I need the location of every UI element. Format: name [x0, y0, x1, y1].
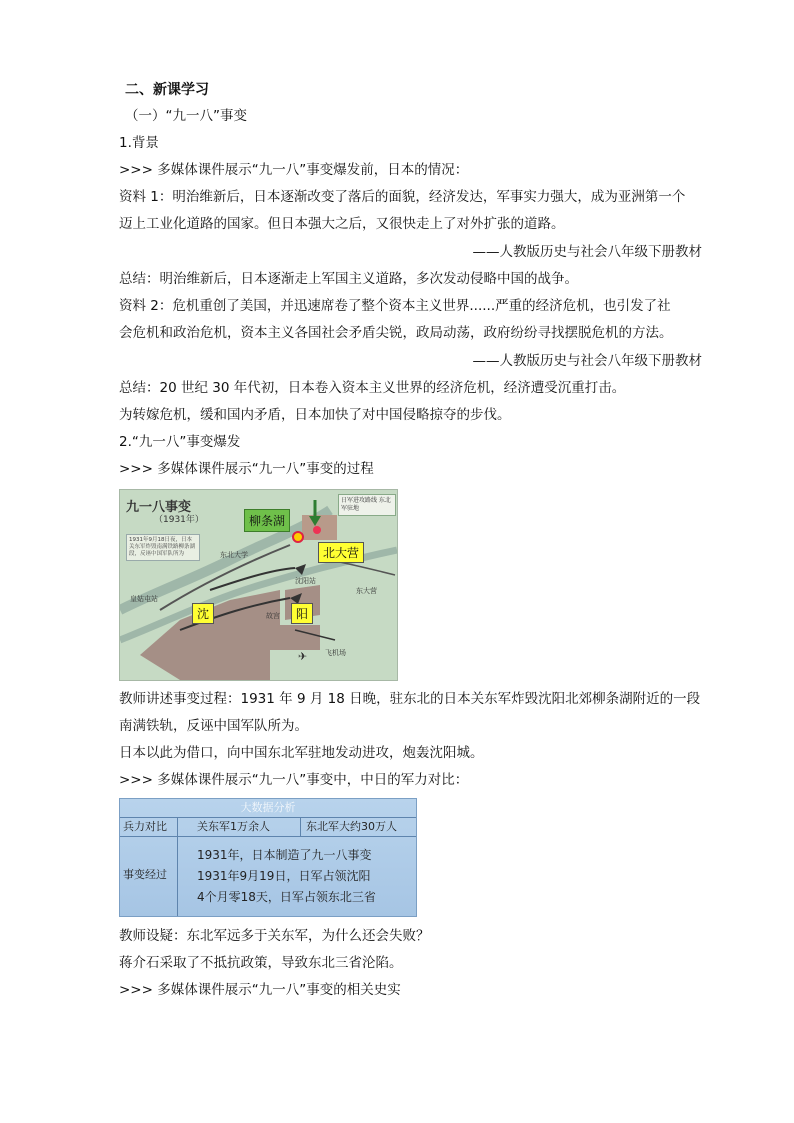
outbreak-heading: 2.“九一八”事变爆发 [119, 434, 241, 450]
table-row-label: 兵力对比 [123, 820, 167, 833]
incident-map [119, 489, 398, 681]
material-1-line-2: 迈上工业化道路的国家。但日本强大之后，又很快走上了对外扩张的道路。 [119, 216, 565, 232]
conclusion-text: 为转嫁危机，缓和国内矛盾，日本加快了对中国侵略掠夺的步伐。 [119, 407, 511, 423]
multimedia-intro-2: >>> 多媒体课件展示“九一八”事变的过程 [119, 461, 374, 477]
answer-text: 蒋介石采取了不抵抗政策，导致东北三省沦陷。 [119, 955, 403, 971]
material-1-line-1: 资料 1：明治维新后，日本逐渐改变了落后的面貌，经济发达，军事实力强大，成为亚洲第一个 [119, 189, 686, 205]
map-note: 1931年9月18日夜，日本关东军炸毁南满铁路柳条湖段，反诬中国军队所为 [126, 534, 200, 561]
liutiaohu-label: 柳条湖 [244, 509, 290, 532]
map-place-label: 东北大学 [220, 551, 248, 559]
teacher-narration-line-2: 南满铁轨，反诬中国军队所为。 [119, 718, 308, 734]
force-comparison-table [119, 798, 417, 917]
subsection-title: （一）“九一八”事变 [125, 108, 247, 124]
map-place-label: 东大营 [356, 587, 377, 595]
table-header: 大数据分析 [240, 801, 296, 814]
map-place-label: 皇姑屯站 [130, 595, 158, 603]
multimedia-intro-3: >>> 多媒体课件展示“九一八”事变中，中日的军力对比： [119, 772, 469, 788]
map-place-label: 故宫 [266, 612, 280, 620]
map-place-label: 飞机场 [325, 649, 346, 657]
teacher-question: 教师设疑：东北军远多于关东军，为什么还会失败？ [119, 928, 430, 944]
table-cell: 关东军1万余人 [197, 820, 270, 833]
summary-1: 总结：明治维新后，日本逐渐走上军国主义道路，多次发动侵略中国的战争。 [119, 271, 578, 287]
material-2-line-1: 资料 2：危机重创了美国，并迅速席卷了整个资本主义世界......严重的经济危机，也引发了社 [119, 298, 671, 314]
table-event-line: 4个月零18天，日军占领东北三省 [197, 890, 376, 904]
table-cell: 东北军大约30万人 [306, 820, 397, 833]
background-heading: 1.背景 [119, 135, 159, 151]
yang-label: 阳 [291, 603, 313, 624]
table-row-label: 事变经过 [123, 868, 167, 881]
map-place-label: 沈阳站 [295, 577, 316, 585]
teacher-narration-line-1: 教师讲述事变过程：1931 年 9 月 18 日晚，驻东北的日本关东军炸毁沈阳北郊柳条湖附近的一段 [119, 691, 701, 707]
table-event-line: 1931年，日本制造了九一八事变 [197, 848, 372, 862]
material-2-line-2: 会危机和政治危机，资本主义各国社会矛盾尖锐，政局动荡，政府纷纷寻找摆脱危机的方法。 [119, 325, 673, 341]
table-event-line: 1931年9月19日，日军占领沈阳 [197, 869, 371, 883]
map-legend: 日军进攻路线 东北军驻地 [338, 494, 396, 516]
multimedia-intro-1: >>> 多媒体课件展示“九一八”事变爆发前，日本的情况： [119, 162, 469, 178]
shen-label: 沈 [192, 603, 214, 624]
source-citation-1: ——人教版历史与社会八年级下册教材 [472, 244, 702, 260]
attack-text: 日本以此为借口，向中国东北军驻地发动进攻，炮轰沈阳城。 [119, 745, 484, 761]
section-heading: 二、新课学习 [125, 82, 209, 98]
multimedia-intro-4: >>> 多媒体课件展示“九一八”事变的相关史实 [119, 982, 401, 998]
map-subtitle: （1931年） [154, 515, 204, 525]
summary-2: 总结：20 世纪 30 年代初，日本卷入资本主义世界的经济危机，经济遭受沉重打击。 [119, 380, 626, 396]
source-citation-2: ——人教版历史与社会八年级下册教材 [472, 353, 702, 369]
map-title: 九一八事变 [126, 500, 192, 515]
svg-text:✈: ✈ [298, 650, 308, 663]
beidaying-label: 北大营 [318, 542, 364, 563]
